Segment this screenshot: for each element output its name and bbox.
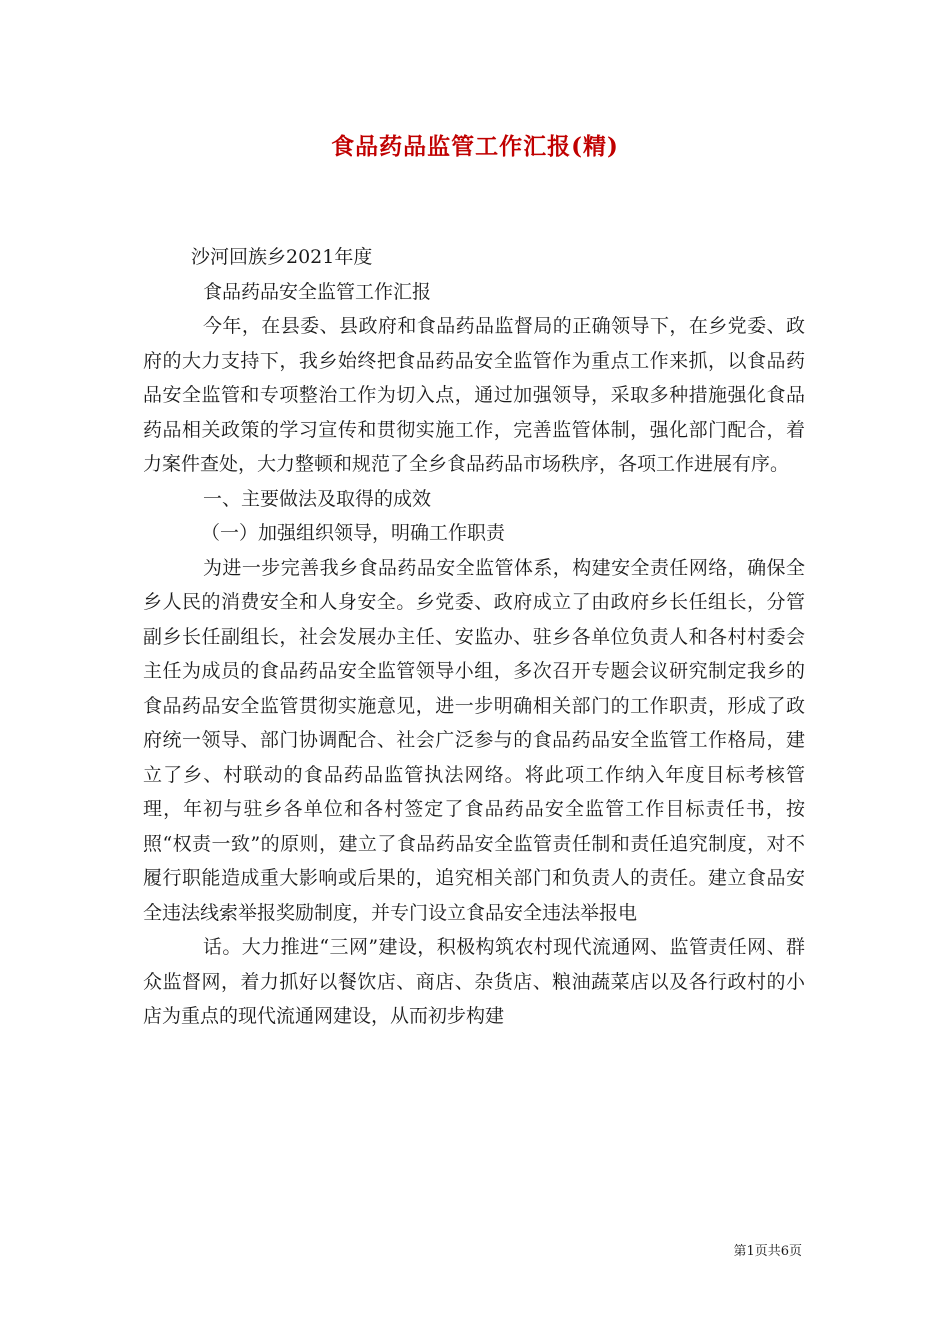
body-paragraph-continued: 话。大力推进“三网”建设，积极构筑农村现代流通网、监管责任网、群众监督网，着力抓好以餐饮店、商店、杂货店、粮油蔬菜店以及各行政村的小店为重点的现代流通网建设，从而初步构建	[143, 936, 805, 1027]
report-subtitle: 食品药品安全监管工作汇报	[203, 280, 432, 303]
page-number-label: 第1页共6页	[733, 1244, 802, 1259]
intro-paragraph: 今年，在县委、县政府和食品药品监督局的正确领导下，在乡党委、政府的大力支持下，我乡始终把食品药品安全监管作为重点工作来抓，以食品药品安全监管和专项整治工作为切入点，通过加强领导，采取多种措施强化食品药品相关政策的学习宣传和贯彻实施工作，完善监管体制，强化部门配合，着力案件查处，大力整顿和规范了全乡食品药品市场秩序，各项工作进展有序。	[143, 315, 805, 475]
document-body	[143, 240, 805, 1034]
subsection-heading: （一）加强组织领导，明确工作职责	[201, 522, 506, 544]
page-number	[733, 1240, 802, 1259]
body-paragraph: 为进一步完善我乡食品药品安全监管体系，构建安全责任网络，确保全乡人民的消费安全和人身安全。乡党委、政府成立了由政府乡长任组长，分管副乡长任副组长，社会发展办主任、安监办、驻乡各单位负责人和各村村委会主任为成员的食品药品安全监管领导小组，多次召开专题会议研究制定我乡的食品药品安全监管贯彻实施意见，进一步明确相关部门的工作职责，形成了政府统一领导、部门协调配合、社会广泛参与的食品药品安全监管工作格局，建立了乡、村联动的食品药品监管执法网络。将此项工作纳入年度目标考核管理，年初与驻乡各单位和各村签定了食品药品安全监管工作目标责任书，按照“权责一致”的原则，建立了食品药品安全监管责任制和责任追究制度，对不履行职能造成重大影响或后果的，追究相关部门和负责人的责任。建立食品安全违法线索举报奖励制度，并专门设立食品安全违法举报电	[143, 556, 805, 924]
section-heading: 一、主要做法及取得的成效	[203, 487, 432, 510]
document-title: 食品药品监管工作汇报(精)	[331, 133, 619, 160]
org-line: 沙河回族乡2021年度	[191, 246, 373, 268]
